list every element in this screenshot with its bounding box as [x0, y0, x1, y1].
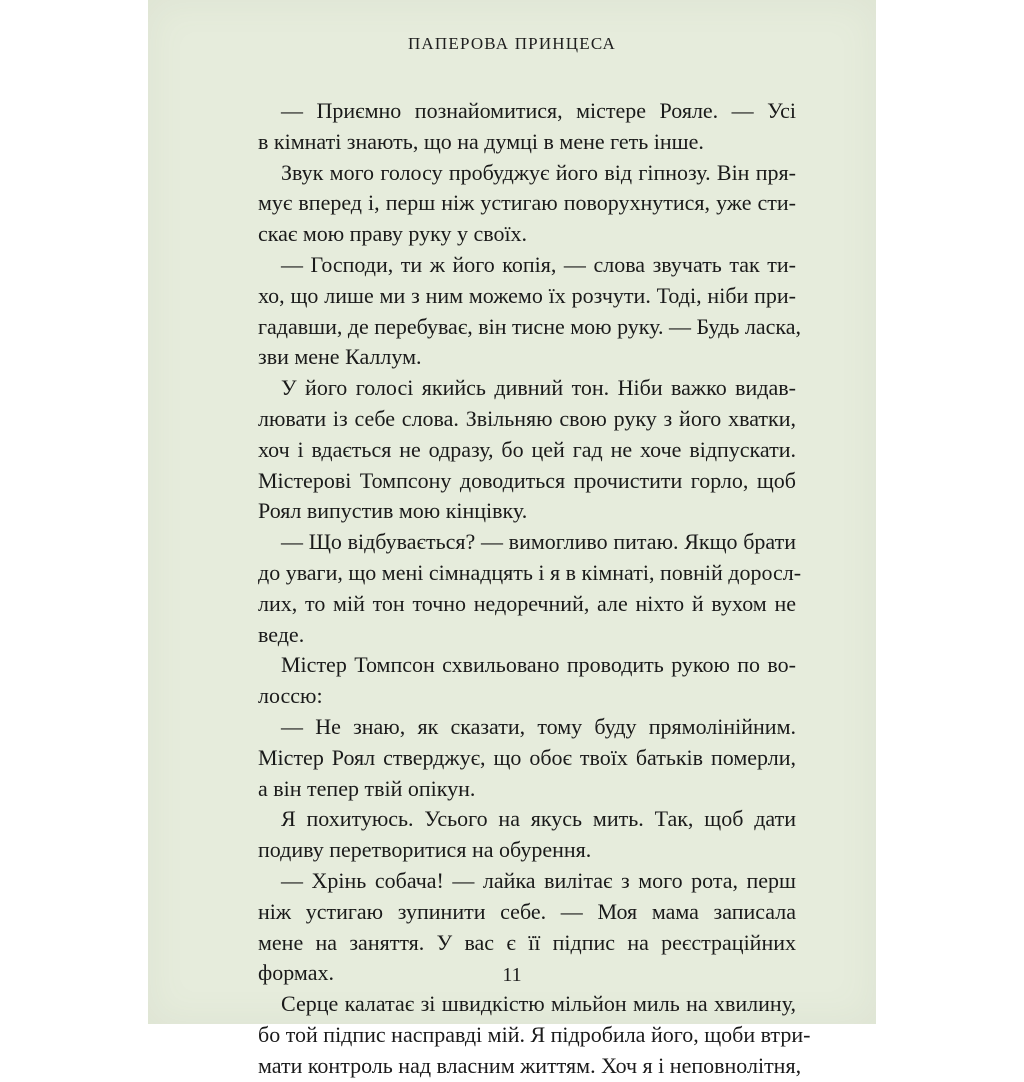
- text-line: веде.: [258, 621, 305, 647]
- book-page: [148, 0, 876, 1078]
- text-line: Містер Роял стверджує, що обоє твоїх батьків померли,: [258, 744, 796, 770]
- text-line: гадавши, де перебуває, він тисне мою руку. — Будь ласка,: [258, 313, 802, 339]
- text-line: Звук мого голосу пробуджує його від гіпнозу. Він пря-: [281, 159, 796, 185]
- text-line: мене на заняття. У вас є її підпис на реєстраційних: [258, 929, 796, 955]
- text-line: — Приємно познайомитися, містере Рояле. — Усі: [281, 98, 796, 123]
- text-line: — Не знаю, як сказати, тому буду прямолінійним.: [281, 713, 796, 739]
- text-line: — Що відбувається? — вимогливо питаю. Якщо брати: [281, 529, 796, 555]
- text-line: в кімнаті знають, що на думці в мене геть інше.: [258, 128, 704, 154]
- text-line: — Господи, ти ж його копія, — слова звучать так ти-: [281, 251, 796, 277]
- body-text: [258, 96, 811, 1082]
- text-line: бо той підпис насправді мій. Я підробила його, щоби втри-: [258, 1021, 811, 1047]
- text-line: Я похитуюсь. Усього на якусь мить. Так, щоб дати: [281, 806, 796, 832]
- text-line: — Хрінь собача! — лайка вилітає з мого рота, перш: [281, 867, 796, 893]
- text-line: Містер Томпсон схвильовано проводить рукою по во-: [281, 652, 796, 678]
- text-line: скає мою праву руку у своїх.: [258, 221, 528, 247]
- text-line: лоссю:: [258, 683, 323, 709]
- text-line: У його голосі якийсь дивний тон. Ніби важко видав-: [281, 375, 796, 401]
- text-line: мує вперед і, перш ніж устигаю поворухнутися, уже сти-: [258, 190, 796, 216]
- text-line: лювати із себе слова. Звільняю свою руку з його хватки,: [258, 405, 796, 431]
- text-line: до уваги, що мені сімнадцять і я в кімнаті, повній доросл-: [258, 559, 802, 585]
- text-line: формах.: [258, 960, 334, 986]
- text-line: Серце калатає зі швидкістю мільйон миль на хвилину,: [281, 991, 796, 1017]
- text-line: а він тепер твій опікун.: [258, 775, 476, 801]
- text-line: хо, що лише ми з ним можемо їх розчути. Тоді, ніби при-: [258, 282, 796, 308]
- text-line: подиву перетворитися на обурення.: [258, 837, 592, 863]
- running-head: ПАПЕРОВА ПРИНЦЕСА: [407, 34, 617, 53]
- text-line: мати контроль над власним життям. Хоч я і неповнолітня,: [258, 1052, 802, 1078]
- text-line: хоч і вдається не одразу, бо цей гад не хоче відпускати.: [258, 436, 796, 462]
- text-line: Містерові Томпсону доводиться прочистити горло, щоб: [258, 467, 796, 493]
- text-line: Роял випустив мою кінцівку.: [258, 498, 528, 524]
- page-number: 11: [502, 964, 522, 986]
- text-line: зви мене Каллум.: [258, 344, 422, 370]
- text-line: лих, то мій тон точно недоречний, але ніхто й вухом не: [258, 590, 796, 616]
- text-line: ніж устигаю зупинити себе. — Моя мама записала: [258, 898, 796, 924]
